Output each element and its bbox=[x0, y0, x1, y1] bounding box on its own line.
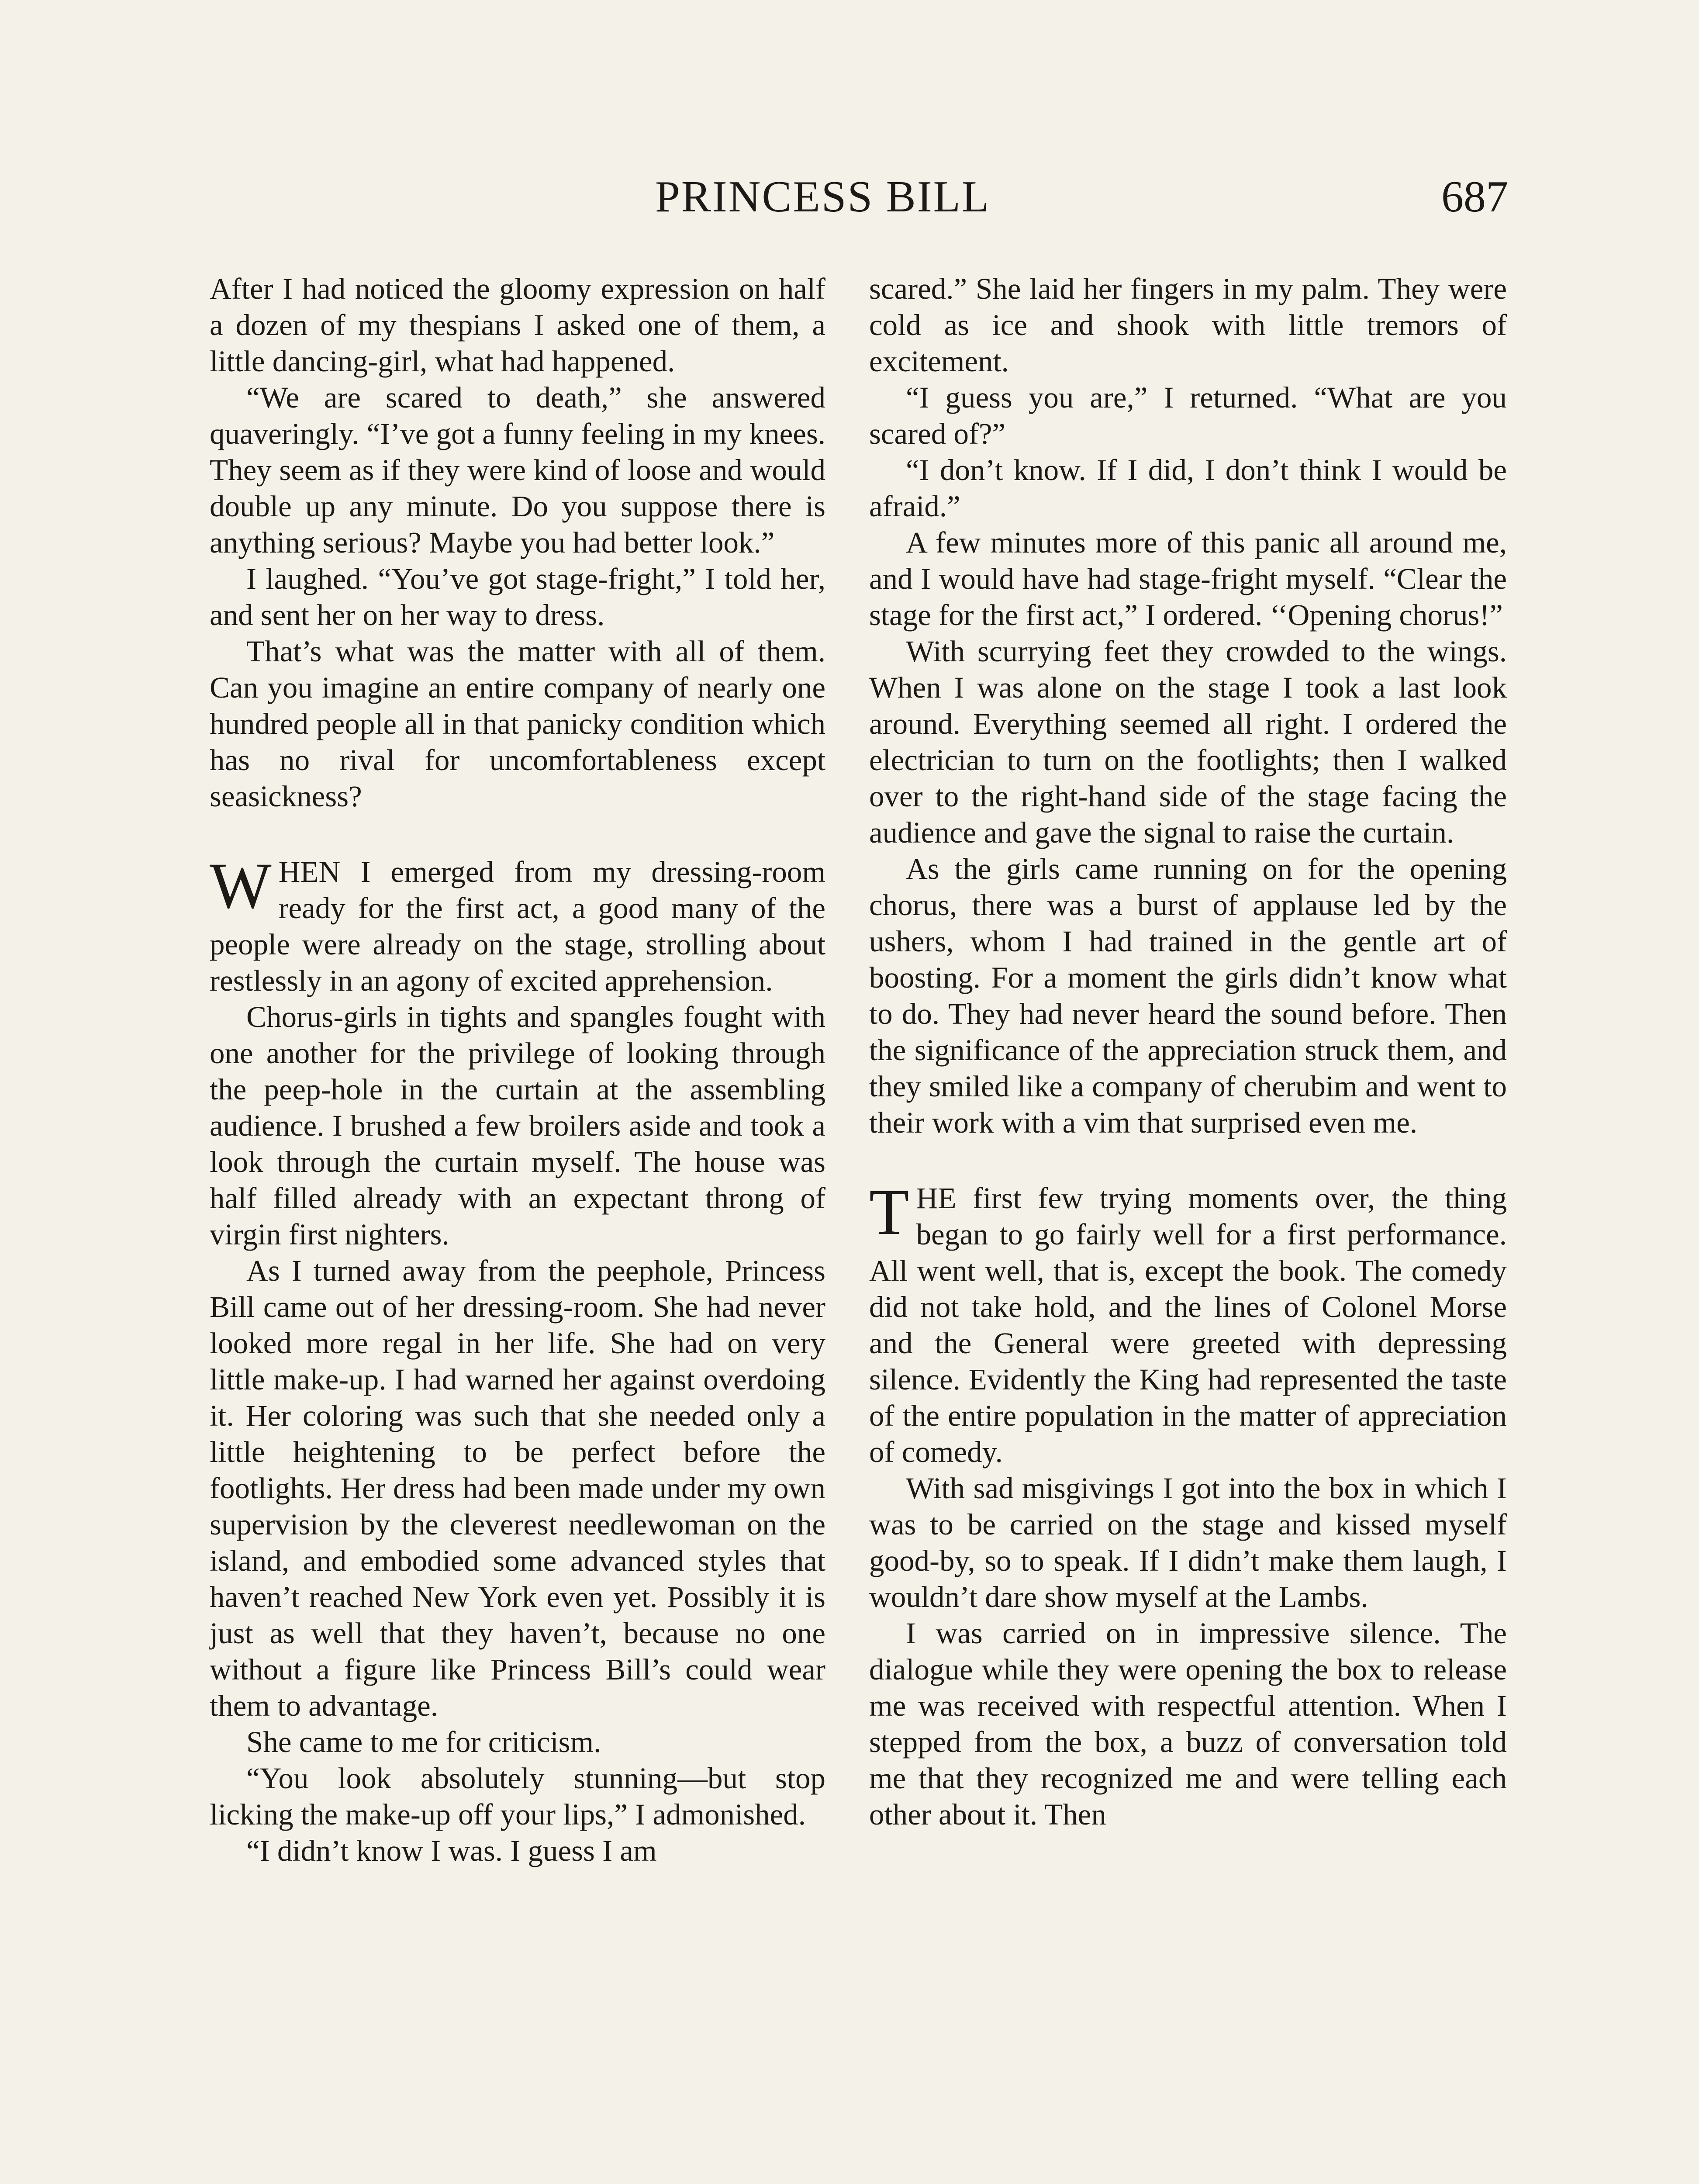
paragraph: scared.” She laid her fingers in my palm. They were cold as ice and shook with little tremors of excitement. bbox=[869, 272, 1507, 378]
paragraph: That’s what was the matter with all of them. Can you imagine an entire company of nearly one hundred people all in that panicky condition which has no rival for uncomfortableness except seasickness? bbox=[210, 635, 825, 813]
paragraph: “You look absolutely stunning—but stop licking the make-up off your lips,” I admonished. bbox=[210, 1762, 825, 1831]
paragraph: “We are scared to death,” she answered quaveringly. “I’ve got a funny feeling in my knees. They seem as if they were kind of loose and would double up any minute. Do you suppose there is anything serious? Maybe you had better look.” bbox=[210, 381, 825, 559]
paragraph: She came to me for criticism. bbox=[246, 1725, 601, 1759]
page-number: 687 bbox=[1441, 172, 1508, 221]
left-column bbox=[210, 271, 825, 1869]
paragraph: After I had noticed the gloomy expression on half a dozen of my thespians I asked one of them, a little dancing-girl, what had happened. bbox=[210, 272, 825, 378]
paragraph: As the girls came running on for the opening chorus, there was a burst of applause led by the ushers, whom I had trained in the gentle art of boosting. For a moment the girls didn’t know what to do. They had never heard the sound before. Then the significance of the appreciation struck them, and they smiled like a company of cherubim and went to their work with a vim that surprised even me. bbox=[869, 852, 1507, 1139]
paragraph: I was carried on in impressive silence. The dialogue while they were opening the box to release me was received with respectful attention. When I stepped from the box, a buzz of conversation told me that they recognized me and were telling each other about it. Then bbox=[869, 1617, 1507, 1831]
drop-cap: W bbox=[210, 850, 272, 922]
drop-cap: T bbox=[869, 1176, 909, 1248]
running-head: PRINCESS BILL bbox=[655, 172, 991, 221]
paragraph: As I turned away from the peephole, Princess Bill came out of her dressing-room. She had never looked more regal in her life. She had on very little make-up. I had warned her against overdoing it. Her coloring was such that she needed only a little heightening to be perfect before the footlights. Her dress had been made under my own supervision by the cleverest needlewoman on the island, and embodied some advanced styles that haven’t reached New York even yet. Possibly it is just as well that they haven’t, because no one without a figure like Princess Bill’s could wear them to advantage. bbox=[210, 1254, 825, 1722]
section-opening-paragraph: WHEN I emerged from my dressing-room ready for the first act, a good many of the people were already on the stage, strolling about restlessly in an agony of excited apprehension. bbox=[210, 850, 825, 997]
paragraph: With scurrying feet they crowded to the wings. When I was alone on the stage I took a last look around. Everything seemed all right. I ordered the electrician to turn on the footlights; then I walked over to the right-hand side of the stage facing the audience and gave the signal to raise the curtain. bbox=[869, 635, 1507, 849]
paragraph: “I don’t know. If I did, I don’t think I would be afraid.” bbox=[869, 453, 1507, 523]
section-opening-paragraph: THE first few trying moments over, the thing began to go fairly well for a first performance. All went well, that is, except the book. The comedy did not take hold, and the lines of Colonel Morse and the General were greeted with depressing silence. Evidently the King had represented the taste of the entire population in the matter of appreciation of comedy. bbox=[869, 1176, 1507, 1469]
paragraph: Chorus-girls in tights and spangles fought with one another for the privilege of looking through the peep-hole in the curtain at the assembling audience. I brushed a few broilers aside and took a look through the curtain myself. The house was half filled already with an expectant throng of virgin first nighters. bbox=[210, 1000, 825, 1251]
paragraph: With sad misgivings I got into the box in which I was to be carried on the stage and kissed myself good-by, so to speak. If I didn’t make them laugh, I wouldn’t dare show myself at the Lambs. bbox=[869, 1472, 1507, 1614]
paragraph: A few minutes more of this panic all around me, and I would have had stage-fright myself. “Clear the stage for the first act,” I ordered. ‘‘Opening chorus!” bbox=[869, 526, 1507, 632]
paragraph: “I guess you are,” I returned. “What are you scared of?” bbox=[869, 381, 1507, 450]
paragraph: I laughed. “You’ve got stage-fright,” I told her, and sent her on her way to dress. bbox=[210, 562, 825, 632]
right-column bbox=[869, 271, 1507, 1833]
paragraph: “I didn’t know I was. I guess I am bbox=[246, 1834, 657, 1867]
